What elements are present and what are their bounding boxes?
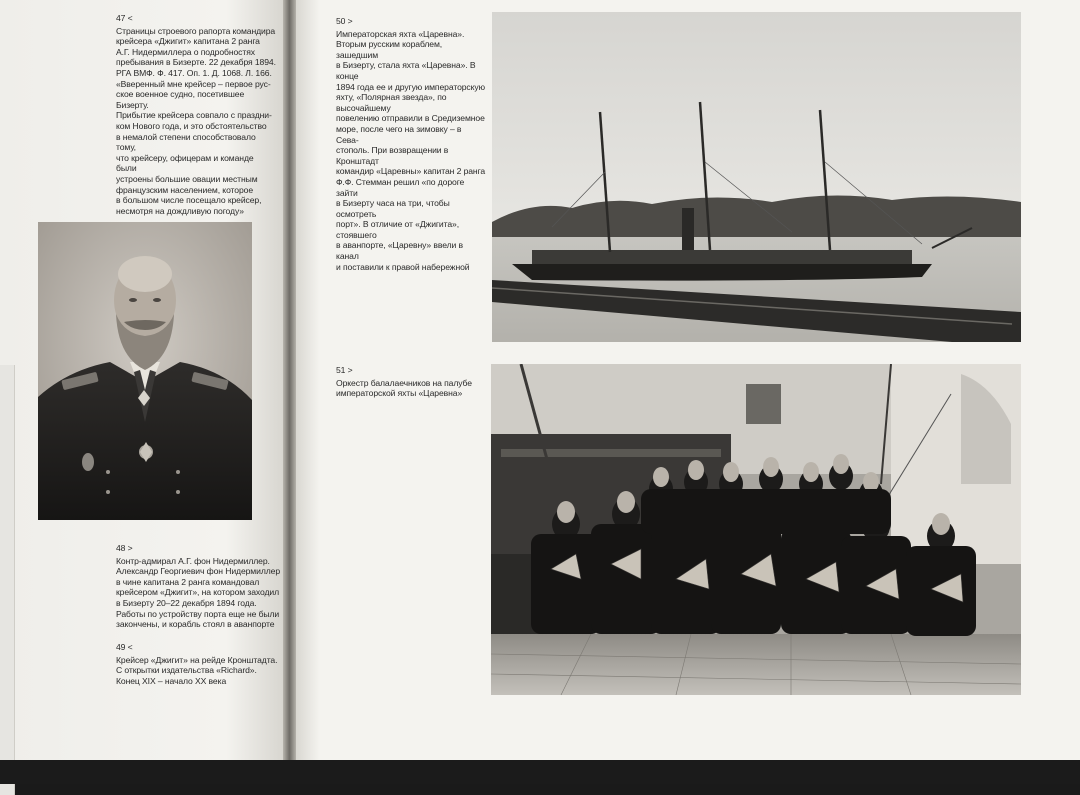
caption-51 [336,365,486,399]
caption-line: в немалой степени способствовало тому, [116,131,256,153]
caption-line: порт». В отличие от «Джигита», стоявшего [336,219,460,240]
yacht-photo [492,12,1021,342]
caption-line: «Вверенный мне крейсер – первое рус- [116,78,271,89]
caption-line: А.Г. Нидермиллера о подробностях [116,46,255,57]
portrait-photo [38,222,252,520]
caption-line: в чине капитана 2 ранга командовал [116,576,260,587]
caption-line: Крейсер «Джигит» на рейде Кронштадта. [116,654,278,665]
caption-line: в Бизерту, стала яхта «Царевна». В конце [336,60,476,81]
caption-number: 50 > [336,16,353,26]
caption-line: море, после чего на зимовку – в Сева- [336,123,462,145]
caption-line: в аванпорте, «Царевну» ввели в канал [336,240,463,262]
caption-line: в большом числе посещало крейсер, [116,195,262,206]
caption-number: 47 < [116,13,133,23]
caption-48 [116,543,281,630]
caption-line: ком Нового года, и это обстоятельство [116,120,267,131]
caption-line: в Бизерту часа на три, чтобы осмотреть [336,198,450,219]
caption-line: С открытки издательства «Richard». [116,665,257,676]
caption-line: Прибытие крейсера совпало с праздни- [116,110,272,121]
caption-49 [116,642,281,686]
caption-line: Работы по устройству порта еще не были [116,608,280,619]
scan-bottom-border [0,760,1080,784]
caption-line: Страницы строевого рапорта командира [116,25,276,36]
caption-line: ское военное судно, посетившее Бизерту. [116,89,245,110]
caption-line: французским населением, которое [116,184,254,195]
caption-line: Оркестр балалаечников на палубе [336,377,472,388]
caption-50 [336,16,486,272]
caption-line: что крейсеру, офицерам и команде были [116,152,254,174]
caption-line: в Бизерту 20–22 декабря 1894 года. [116,597,257,608]
caption-line: Вторым русским кораблем, зашедшим [336,39,443,60]
caption-number: 51 > [336,365,353,375]
caption-number: 49 < [116,642,133,652]
caption-line: повелению отправили в Средиземное [336,113,485,124]
caption-line: командир «Царевны» капитан 2 ранга [336,166,486,177]
caption-line: закончены, и корабль стоял в аванпорте [116,619,275,630]
caption-number: 48 > [116,543,133,553]
caption-line: РГА ВМФ. Ф. 417. Оп. 1. Д. 1068. Л. 166. [116,67,272,78]
caption-line: и поставили к правой набережной [336,261,470,272]
caption-line: несмотря на дождливую погоду» [116,205,244,216]
caption-line: Конец XIX – начало XX века [116,675,227,686]
book-spine [283,0,296,760]
caption-line: яхту, «Полярная звезда», по высочайшему [336,92,447,113]
caption-line: Императорская яхта «Царевна». [336,28,465,39]
caption-line: Контр-адмирал А.Г. фон Нидермиллер. [116,555,270,566]
caption-line: пребывания в Бизерте. 22 декабря 1894. [116,57,276,68]
caption-line: крейсером «Джигит», на котором заходил [116,587,279,598]
page-edge [0,365,15,795]
caption-47 [116,13,276,216]
caption-line: крейсера «Джигит» капитана 2 ранга [116,36,260,47]
caption-line: 1894 года ее и другую императорскую [336,81,485,92]
balalaika-orchestra-photo [491,364,1021,695]
caption-line: Ф.Ф. Стемман решил «по дороге зайти [336,176,465,198]
caption-line: Александр Георгиевич фон Нидермиллер [116,566,281,577]
caption-line: устроены большие овации местным [116,173,258,184]
caption-line: стополь. При возвращении в Кронштадт [336,145,449,166]
caption-line: императорской яхты «Царевна» [336,388,463,399]
